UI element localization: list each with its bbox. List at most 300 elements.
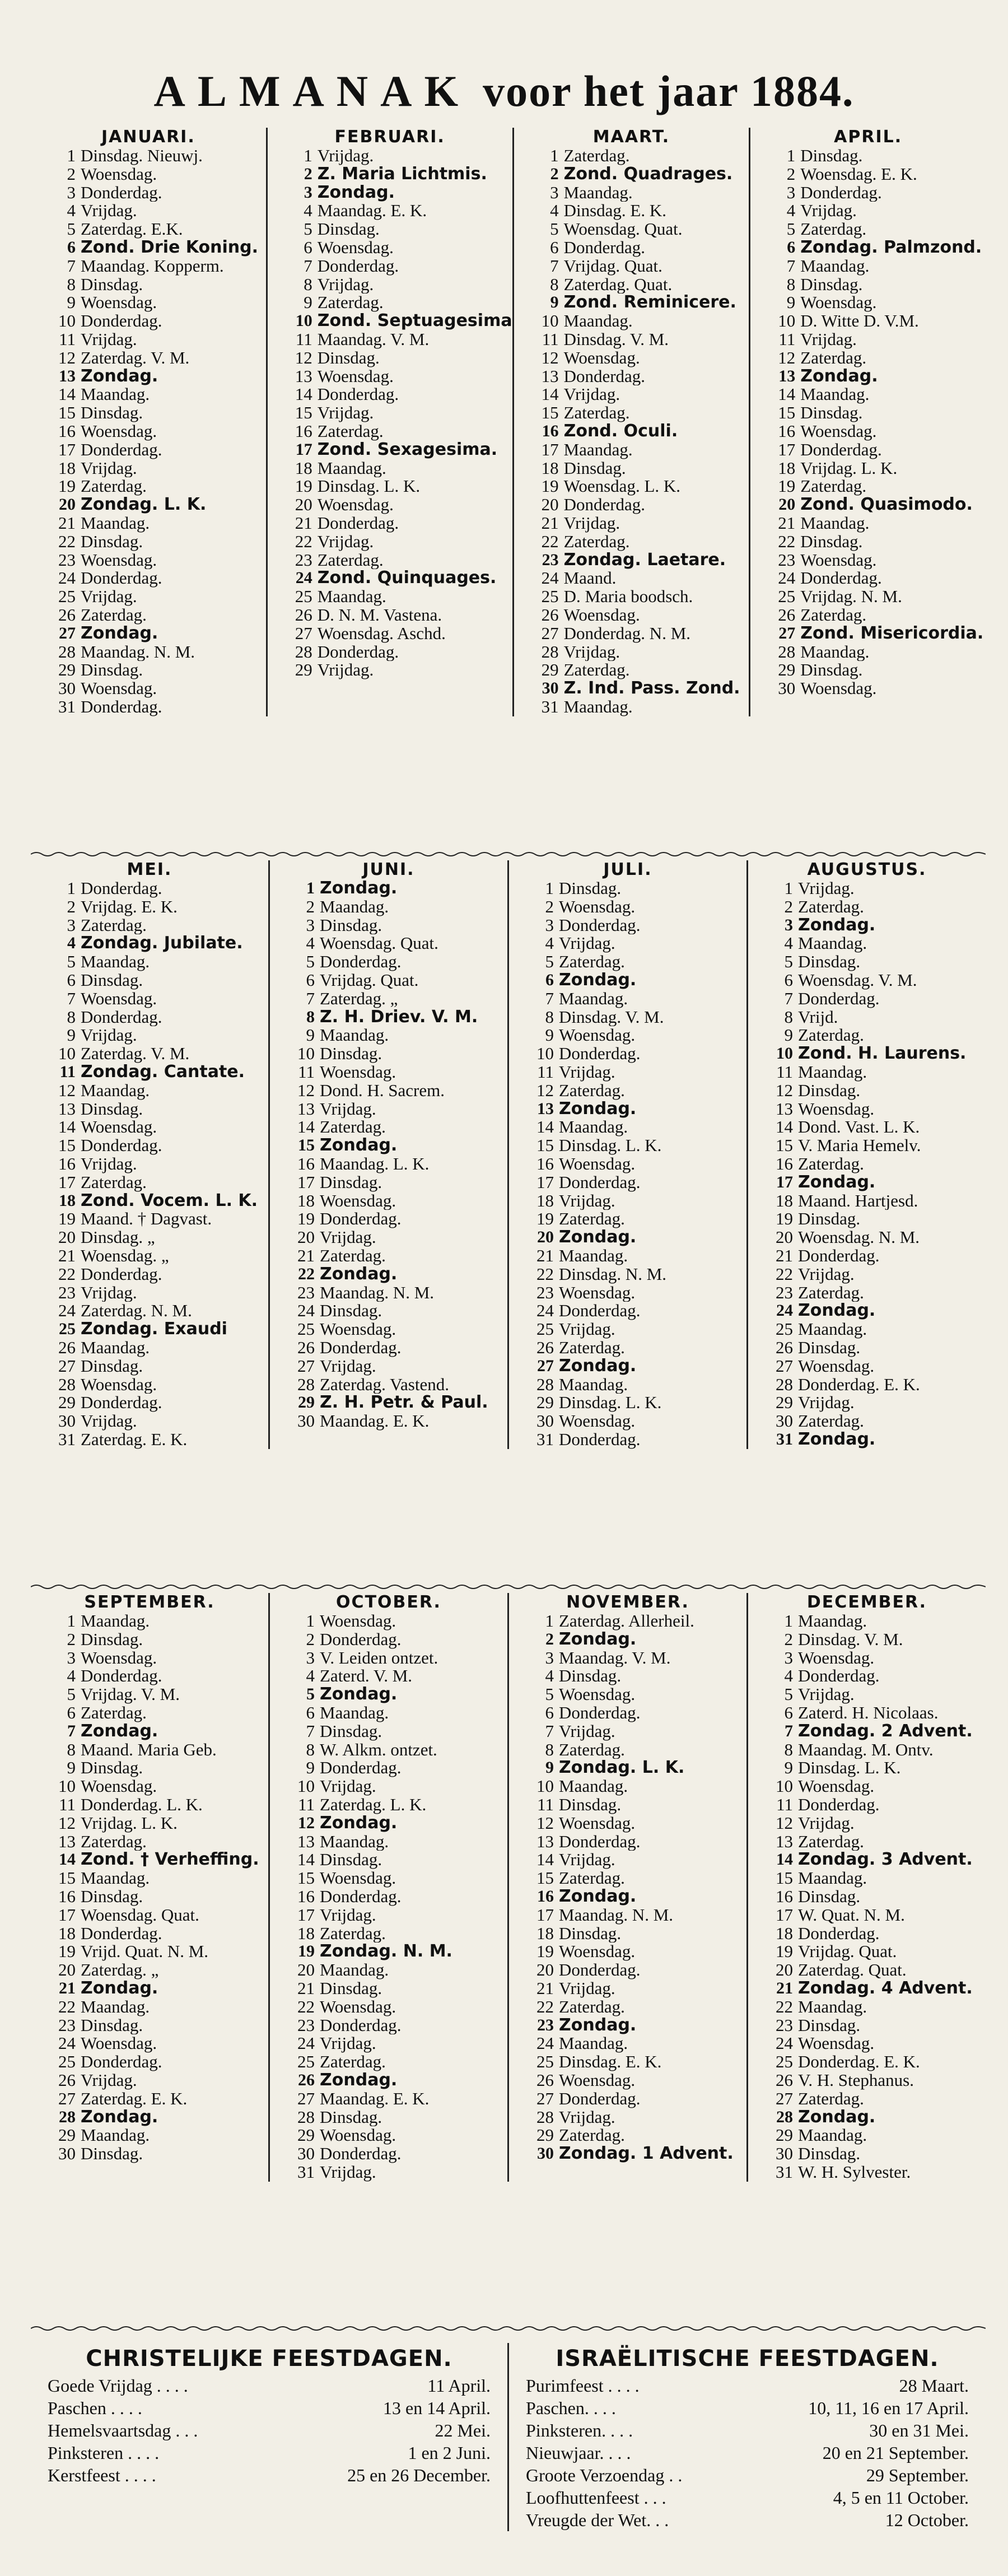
day-number: 14 xyxy=(776,1118,793,1137)
day-number: 1 xyxy=(304,147,312,165)
day-text: Zaterdag. Allerheil. xyxy=(559,1612,694,1631)
day-text: Maandag. xyxy=(81,385,150,404)
day-row xyxy=(55,1851,268,1869)
day-number: 15 xyxy=(776,1136,793,1155)
day-row xyxy=(295,2071,507,2090)
day-text: Dinsdag. xyxy=(320,916,382,935)
day-text: Maandag. N. M. xyxy=(81,642,195,662)
day-number: 15 xyxy=(778,404,796,422)
day-row xyxy=(55,404,266,422)
day-row xyxy=(55,385,266,404)
day-number: 5 xyxy=(545,1685,554,1704)
day-row xyxy=(534,2053,746,2071)
day-text: Dinsdag. xyxy=(320,2108,382,2127)
day-number: 28 xyxy=(776,2108,793,2126)
day-number: 19 xyxy=(776,1943,793,1962)
day-text: Maandag. M. Ontv. xyxy=(798,1740,934,1759)
feast-date: 20 en 21 September. xyxy=(822,2443,969,2463)
quarter-3 xyxy=(31,1593,986,2182)
day-row xyxy=(55,1339,268,1357)
day-number: 15 xyxy=(776,1869,793,1888)
day-text: Dinsdag. xyxy=(81,1887,143,1906)
day-number: 18 xyxy=(297,1924,315,1943)
day-text: Maandag. E. K. xyxy=(317,202,427,221)
day-text: Dinsdag. xyxy=(320,1173,382,1192)
day-row xyxy=(773,1759,986,1777)
day-row xyxy=(295,1777,507,1796)
day-number: 30 xyxy=(58,679,76,698)
day-text: Maandag. xyxy=(800,642,870,662)
day-row xyxy=(534,1376,746,1394)
day-row xyxy=(55,2090,268,2108)
month-column xyxy=(512,128,749,716)
day-row xyxy=(295,1210,507,1228)
day-number: 16 xyxy=(776,1887,793,1906)
feast-row xyxy=(526,2397,969,2419)
day-row xyxy=(55,1026,268,1045)
day-text: Vrijdag. xyxy=(559,1063,615,1082)
day-number: 12 xyxy=(297,1081,315,1100)
day-row xyxy=(534,1741,746,1759)
day-row xyxy=(539,239,749,257)
day-text: Vrijdag. xyxy=(81,2071,137,2090)
day-number: 22 xyxy=(58,1997,76,2016)
day-number: 10 xyxy=(536,1045,554,1063)
day-text: Dinsdag. xyxy=(559,1795,622,1814)
day-row xyxy=(295,1100,507,1119)
day-number: 28 xyxy=(536,1375,554,1394)
day-number: 1 xyxy=(550,147,559,165)
day-text: Woensdag. xyxy=(81,294,157,313)
day-number: 24 xyxy=(295,569,312,588)
day-text: Dinsdag. xyxy=(798,2145,861,2163)
day-number: 2 xyxy=(545,1630,554,1648)
day-number: 15 xyxy=(541,404,559,422)
day-row xyxy=(55,1777,268,1796)
day-number: 13 xyxy=(295,367,312,386)
day-row xyxy=(292,312,512,330)
month-name: SEPTEMBER. xyxy=(84,1592,215,1612)
day-text: Woensdag. xyxy=(559,1685,636,1704)
day-number: 3 xyxy=(784,1648,793,1667)
day-text: Vrijdag. xyxy=(317,275,374,294)
day-number: 20 xyxy=(536,1961,554,1979)
day-row xyxy=(55,661,266,679)
day-text: Zaterdag. xyxy=(800,220,867,239)
day-number: 8 xyxy=(545,1008,554,1027)
feast-name: Paschen. . . . xyxy=(526,2398,616,2418)
day-number: 18 xyxy=(58,459,76,478)
day-number: 19 xyxy=(298,1943,315,1961)
day-number: 7 xyxy=(67,257,76,276)
day-text: Maandag. L. K. xyxy=(320,1154,430,1173)
day-text: Zondag. xyxy=(559,1357,637,1376)
day-text: Dinsdag. xyxy=(320,1979,382,1998)
day-row xyxy=(539,367,749,386)
day-text: Vrijdag. xyxy=(559,1191,615,1210)
day-number: 21 xyxy=(541,514,559,533)
day-text: Maand. Hartjesd. xyxy=(798,1191,918,1210)
day-row xyxy=(534,1192,746,1210)
day-row xyxy=(55,477,266,496)
day-row xyxy=(534,1026,746,1045)
day-number: 22 xyxy=(298,1265,315,1283)
day-text: Zaterdag. E. K. xyxy=(81,1430,188,1449)
day-number: 23 xyxy=(297,1283,315,1302)
day-number: 10 xyxy=(778,312,796,330)
day-number: 16 xyxy=(542,422,559,440)
day-row xyxy=(295,1759,507,1777)
day-number: 30 xyxy=(58,1412,76,1431)
day-row xyxy=(773,1685,986,1704)
day-row xyxy=(55,1357,268,1376)
day-row xyxy=(295,1814,507,1833)
day-text: Woensdag. L. K. xyxy=(563,477,681,496)
day-number: 29 xyxy=(776,1394,793,1413)
day-text: Dinsdag. xyxy=(81,2145,143,2163)
day-row xyxy=(55,916,268,935)
day-row xyxy=(539,422,749,441)
day-row xyxy=(295,2034,507,2053)
day-text: Maandag. xyxy=(798,1997,867,2016)
day-row xyxy=(534,1814,746,1833)
day-number: 22 xyxy=(536,1997,554,2016)
day-row xyxy=(292,202,512,220)
feast-days xyxy=(31,2343,986,2531)
day-row xyxy=(55,1961,268,1979)
day-text: Donderdag. xyxy=(81,1136,162,1155)
day-text: Woensdag. xyxy=(559,1814,636,1833)
day-row xyxy=(295,1376,507,1394)
day-number: 8 xyxy=(304,275,312,294)
day-text: Zondag. Exaudi xyxy=(81,1320,227,1339)
day-text: Zaterdag. xyxy=(81,477,147,496)
day-number: 29 xyxy=(776,2126,793,2145)
day-row xyxy=(292,147,512,165)
day-row xyxy=(534,1394,746,1412)
day-text: Vrijdag. V. M. xyxy=(81,1685,180,1704)
day-number: 23 xyxy=(58,1283,76,1302)
christian-feasts xyxy=(31,2343,507,2531)
quarter-1 xyxy=(31,128,986,716)
day-number: 30 xyxy=(776,2145,793,2163)
day-number: 24 xyxy=(58,2034,76,2053)
day-row xyxy=(534,1082,746,1100)
day-number: 23 xyxy=(776,1283,793,1302)
day-number: 26 xyxy=(536,2071,554,2090)
day-row xyxy=(539,588,749,606)
day-text: Zaterdag. xyxy=(798,1154,864,1173)
day-text: Zond. Misericordia. xyxy=(800,624,984,643)
day-number: 4 xyxy=(67,202,76,221)
day-text: Vrijdag. xyxy=(563,514,620,533)
day-text: Maandag. xyxy=(81,514,150,533)
day-number: 22 xyxy=(58,1265,76,1284)
day-row xyxy=(292,569,512,588)
day-number: 5 xyxy=(304,220,312,239)
day-number: 24 xyxy=(536,2034,554,2053)
day-number: 17 xyxy=(297,1173,315,1192)
day-number: 26 xyxy=(776,1338,793,1357)
day-number: 24 xyxy=(536,1302,554,1321)
day-text: Zondag. xyxy=(800,367,878,386)
day-number: 23 xyxy=(542,551,559,569)
day-row xyxy=(292,661,512,679)
day-row xyxy=(534,1247,746,1265)
day-text: Dinsdag. xyxy=(559,1667,622,1686)
day-row xyxy=(539,698,749,716)
day-row xyxy=(55,1284,268,1302)
day-text: Donderdag. xyxy=(81,1667,162,1686)
day-row xyxy=(534,971,746,990)
day-row xyxy=(534,2108,746,2127)
day-row xyxy=(295,1063,507,1082)
day-number: 13 xyxy=(778,367,796,385)
day-row xyxy=(55,1376,268,1394)
day-row xyxy=(773,1100,986,1119)
day-number: 7 xyxy=(67,1722,76,1740)
day-row xyxy=(55,1943,268,1961)
day-number: 19 xyxy=(536,1210,554,1229)
day-number: 9 xyxy=(784,1759,793,1778)
day-text: Zaterdag. xyxy=(559,1081,625,1100)
feast-date: 4, 5 en 11 October. xyxy=(833,2488,969,2508)
day-number: 2 xyxy=(550,165,559,183)
day-text: Woensdag. xyxy=(81,551,157,570)
day-row xyxy=(295,2145,507,2163)
day-number: 16 xyxy=(58,422,76,441)
day-text: Z. Maria Lichtmis. xyxy=(317,165,487,184)
day-number: 27 xyxy=(536,2089,554,2108)
day-text: Zaterdag. xyxy=(559,1869,625,1888)
day-row xyxy=(292,165,512,184)
day-text: Zaterdag. xyxy=(559,1210,625,1229)
day-row xyxy=(773,1814,986,1833)
day-number: 29 xyxy=(58,1394,76,1413)
day-row xyxy=(534,1979,746,1998)
day-row xyxy=(534,1136,746,1155)
day-text: Donderdag. xyxy=(798,989,880,1008)
day-text: Zondag. 3 Advent. xyxy=(798,1851,973,1870)
day-number: 27 xyxy=(776,1357,793,1376)
day-number: 18 xyxy=(59,1191,76,1210)
day-number: 19 xyxy=(58,1210,76,1229)
day-row xyxy=(534,1833,746,1851)
day-text: Vrijdag. xyxy=(559,2108,615,2127)
month-name: MEI. xyxy=(127,860,172,879)
day-row xyxy=(55,1412,268,1431)
day-text: Dinsdag. V. M. xyxy=(563,330,669,349)
day-number: 6 xyxy=(67,238,76,257)
day-text: Donderdag. xyxy=(559,1430,641,1449)
day-text: Zaterdag. L. K. xyxy=(320,1795,427,1814)
day-row xyxy=(55,2016,268,2035)
day-number: 5 xyxy=(67,953,76,971)
day-text: Donderdag. xyxy=(563,496,646,514)
day-row xyxy=(55,1704,268,1722)
day-number: 16 xyxy=(295,422,312,441)
day-row xyxy=(55,147,266,165)
day-row xyxy=(295,934,507,953)
day-row xyxy=(773,1173,986,1192)
day-number: 28 xyxy=(297,1375,315,1394)
day-row xyxy=(534,1320,746,1339)
day-text: Zondag. xyxy=(81,2108,158,2127)
day-row xyxy=(773,1631,986,1649)
day-number: 8 xyxy=(550,275,559,294)
day-text: Woensdag. xyxy=(559,1154,636,1173)
day-row xyxy=(773,916,986,935)
day-number: 7 xyxy=(550,257,559,276)
day-text: Zondag. Laetare. xyxy=(563,551,726,570)
day-text: Woensdag. xyxy=(320,1063,396,1082)
month-column xyxy=(749,128,986,716)
feast-name: Goede Vrijdag . . . . xyxy=(48,2375,188,2396)
day-row xyxy=(55,1925,268,1943)
day-row xyxy=(295,1833,507,1851)
day-number: 27 xyxy=(537,1357,554,1375)
day-number: 2 xyxy=(306,897,315,916)
day-number: 8 xyxy=(67,1740,76,1759)
day-number: 12 xyxy=(776,1814,793,1833)
day-row xyxy=(773,1026,986,1045)
day-text: Donderdag. xyxy=(563,238,646,257)
feast-date: 1 en 2 Juni. xyxy=(408,2443,491,2463)
day-number: 29 xyxy=(58,2126,76,2145)
day-text: Maandag. xyxy=(81,1081,150,1100)
day-number: 20 xyxy=(776,1961,793,1979)
day-number: 8 xyxy=(306,1008,315,1026)
day-number: 25 xyxy=(297,2053,315,2071)
day-number: 21 xyxy=(536,1979,554,1998)
day-number: 13 xyxy=(541,367,559,386)
day-row xyxy=(775,330,986,349)
day-text: Maand. Maria Geb. xyxy=(81,1740,217,1759)
day-text: Donderdag. L. K. xyxy=(81,1795,203,1814)
day-text: Donderdag. xyxy=(81,1008,162,1027)
day-number: 10 xyxy=(536,1777,554,1796)
day-row xyxy=(773,1888,986,1906)
day-text: Woensdag. Quat. xyxy=(563,220,683,239)
day-number: 30 xyxy=(536,1412,554,1431)
day-row xyxy=(773,2071,986,2090)
day-number: 11 xyxy=(537,1063,554,1082)
day-number: 12 xyxy=(776,1081,793,1100)
day-number: 15 xyxy=(295,404,312,422)
day-number: 16 xyxy=(537,1887,554,1906)
day-text: Donderdag. xyxy=(320,1887,402,1906)
day-text: W. H. Sylvester. xyxy=(798,2163,911,2182)
day-number: 5 xyxy=(786,220,796,239)
day-row xyxy=(534,1063,746,1082)
day-number: 17 xyxy=(778,440,796,459)
day-row xyxy=(55,1906,268,1925)
wavy-divider xyxy=(31,2325,986,2332)
day-text: Vrijdag. xyxy=(81,1154,137,1173)
day-text: Zaterdag. xyxy=(81,916,147,935)
day-number: 20 xyxy=(541,496,559,514)
day-row xyxy=(295,1888,507,1906)
day-row xyxy=(55,2053,268,2071)
day-number: 19 xyxy=(541,477,559,496)
day-number: 13 xyxy=(59,367,76,385)
day-text: Zaterdag. xyxy=(800,605,867,625)
day-row xyxy=(773,1339,986,1357)
quarter-2 xyxy=(31,860,986,1449)
month-column xyxy=(31,128,266,716)
day-row xyxy=(292,349,512,367)
day-number: 23 xyxy=(58,2016,76,2035)
day-number: 5 xyxy=(67,1685,76,1704)
day-row xyxy=(539,514,749,533)
day-row xyxy=(773,1357,986,1376)
day-number: 5 xyxy=(306,953,315,971)
day-text: Woensdag. xyxy=(559,1412,636,1431)
day-text: Woensdag. xyxy=(559,1026,636,1045)
day-text: Donderdag. xyxy=(81,1265,162,1284)
day-text: Donderdag. xyxy=(317,257,399,276)
day-text: Woensdag. xyxy=(81,165,157,184)
day-row xyxy=(773,1265,986,1284)
day-text: Zaterdag. Quat. xyxy=(798,1961,907,1979)
day-text: V. Leiden ontzet. xyxy=(320,1648,438,1667)
day-row xyxy=(55,1100,268,1119)
day-row xyxy=(534,1961,746,1979)
day-text: Zondag. xyxy=(81,1979,158,1998)
day-text: V. H. Stephanus. xyxy=(798,2071,914,2090)
day-row xyxy=(295,2126,507,2145)
day-text: Zond. Sexagesima. xyxy=(317,440,498,459)
day-text: Vrijdag. xyxy=(81,1026,137,1045)
day-number: 14 xyxy=(776,1851,793,1869)
day-number: 29 xyxy=(298,1394,315,1412)
feast-name: Hemelsvaartsdag . . . xyxy=(48,2420,198,2440)
day-text: Zaterdag. V. M. xyxy=(81,348,190,367)
day-number: 16 xyxy=(58,1887,76,1906)
day-text: Dinsdag. xyxy=(317,220,380,239)
feast-row xyxy=(526,2442,969,2464)
day-number: 22 xyxy=(776,1265,793,1284)
day-text: Dinsdag. L. K. xyxy=(559,1394,662,1413)
day-number: 6 xyxy=(550,238,559,257)
day-number: 9 xyxy=(304,294,312,313)
day-number: 1 xyxy=(784,1612,793,1631)
day-text: Vrijdag. xyxy=(559,934,615,953)
day-row xyxy=(55,934,268,953)
day-number: 23 xyxy=(58,551,76,570)
day-row xyxy=(773,2126,986,2145)
day-row xyxy=(55,1649,268,1667)
day-row xyxy=(534,1777,746,1796)
day-row xyxy=(534,990,746,1008)
feast-row xyxy=(526,2464,969,2486)
day-row xyxy=(539,257,749,276)
day-text: Donderdag. xyxy=(798,1795,880,1814)
day-number: 3 xyxy=(304,183,312,202)
day-row xyxy=(775,606,986,625)
day-row xyxy=(55,1612,268,1631)
day-text: Maandag. xyxy=(800,385,870,404)
day-number: 23 xyxy=(295,551,312,570)
feast-name: Pinksteren. . . . xyxy=(526,2420,633,2440)
day-number: 29 xyxy=(297,2126,315,2145)
day-text: Vrijdag. xyxy=(317,661,374,680)
day-row xyxy=(539,496,749,514)
day-number: 12 xyxy=(778,348,796,367)
day-row xyxy=(295,1045,507,1063)
day-number: 18 xyxy=(58,1924,76,1943)
day-row xyxy=(775,294,986,312)
